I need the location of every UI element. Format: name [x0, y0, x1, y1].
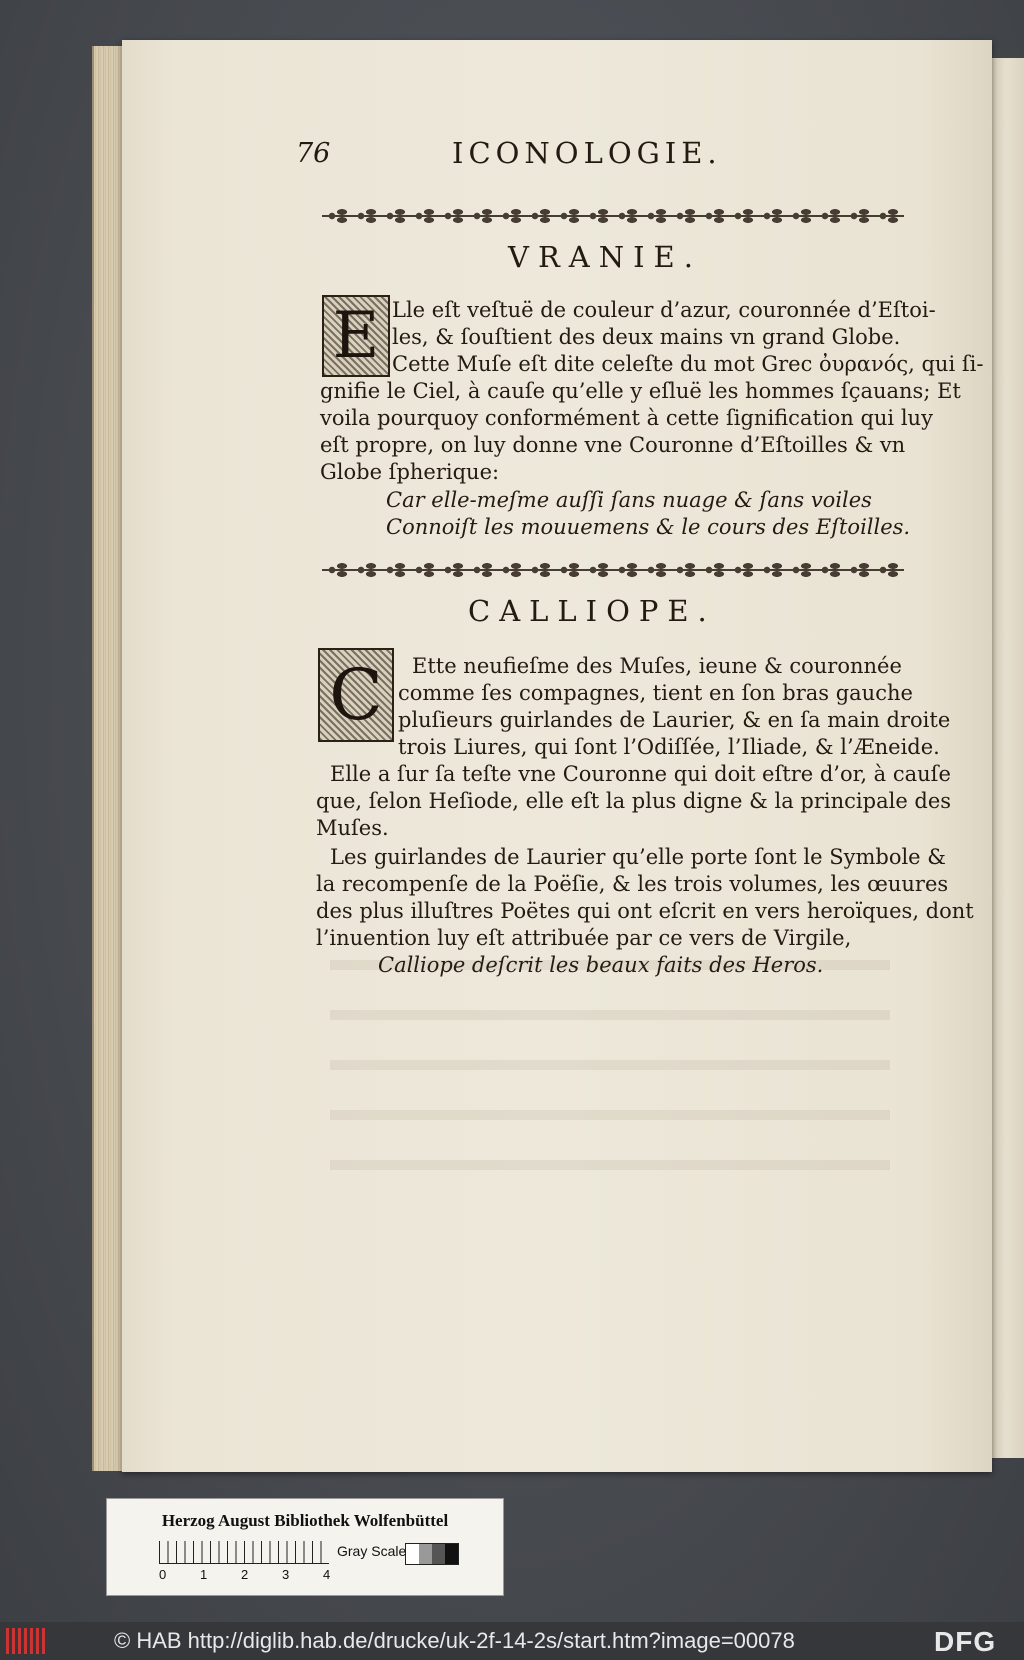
footer-source-link[interactable]: © HAB http://diglib.hab.de/drucke/uk-2f-14-2s/start.htm?image=00078 — [114, 1628, 795, 1653]
text-line: trois Liures, qui ſont l’Odiſſée, l’Iliade, & l’Æneide. — [398, 735, 940, 759]
bleed-through — [330, 1160, 890, 1170]
text-line: Cette Muſe eſt dite celeſte du mot Grec ὀυρανός, qui ſi- — [392, 352, 984, 376]
text-line: des plus illuſtres Poëtes qui ont eſcrit en vers heroïques, dont — [316, 899, 974, 923]
text-line: que, ſelon Heſiode, elle eſt la plus digne & la principale des — [316, 789, 952, 813]
text-line: gnifie le Ciel, à cauſe qu’elle y eſluë les hommes ſçauans; Et — [320, 379, 961, 403]
text-line: comme ſes compagnes, tient en ſon bras gauche — [398, 681, 913, 705]
text-line: l’inuention luy eſt attribuée par ce vers de Virgile, — [316, 926, 852, 950]
text-line: les, & ſouſtient des deux mains vn grand Globe. — [392, 325, 901, 349]
bleed-through — [330, 1060, 890, 1070]
text-line: eſt propre, on luy donne vne Couronne d’Eſtoilles & vn — [320, 433, 906, 457]
text-line: Globe ſpherique: — [320, 460, 500, 484]
running-head: ICONOLOGIE. — [452, 136, 722, 170]
section-heading-calliope: CALLIOPE. — [468, 594, 716, 628]
bleed-through — [330, 1010, 890, 1020]
library-label — [106, 1498, 504, 1596]
text-line: Les guirlandes de Laurier qu’elle porte ſont le Symbole & — [330, 845, 946, 869]
text-line: Muſes. — [316, 816, 389, 840]
ruler-number: 2 — [241, 1567, 249, 1582]
text-line: pluſieurs guirlandes de Laurier, & en ſa main droite — [398, 708, 951, 732]
text-line: Elle a ſur ſa teſte vne Couronne qui doit eſtre d’or, à cauſe — [330, 762, 951, 786]
ruler-number: 0 — [159, 1567, 167, 1582]
text-line: Ette neufieſme des Muſes, ieune & couronnée — [412, 654, 902, 678]
verse-line: Car elle-meſme auſſi ſans nuage & ſans voiles — [386, 488, 872, 512]
bleed-through — [330, 1110, 890, 1120]
dfg-logo: DFG — [934, 1626, 997, 1657]
verse-line: Connoiſt les mouuemens & le cours des Eſtoilles. — [386, 515, 911, 539]
facing-page-edge — [990, 58, 1024, 1458]
ornamental-band — [322, 560, 904, 580]
text-line: la recompenſe de la Poëſie, & les trois volumes, les œuures — [316, 872, 949, 896]
decorated-initial-e: E — [322, 295, 390, 377]
gray-scale-label: Gray Scale — [337, 1543, 407, 1559]
text-line: voila pourquoy conformément à cette ſignification qui luy — [320, 406, 933, 430]
scale-ruler — [159, 1541, 329, 1564]
page-number: 76 — [296, 138, 331, 169]
ruler-number: 3 — [282, 1567, 290, 1582]
barcode-icon — [6, 1628, 46, 1654]
ornamental-band — [322, 206, 904, 226]
verse-line: Calliope deſcrit les beaux faits des Heros. — [378, 953, 824, 977]
gray-scale-swatches — [405, 1543, 459, 1565]
library-name: Herzog August Bibliothek Wolfenbüttel — [161, 1511, 449, 1530]
section-heading-vranie: VRANIE. — [508, 240, 702, 274]
decorated-initial-c: C — [318, 648, 394, 742]
footer-bar — [0, 1622, 1024, 1660]
ruler-number: 1 — [200, 1567, 208, 1582]
text-line: Lle eſt veſtuë de couleur d’azur, couronnée d’Eſtoi- — [392, 298, 936, 322]
ruler-number: 4 — [323, 1567, 331, 1582]
